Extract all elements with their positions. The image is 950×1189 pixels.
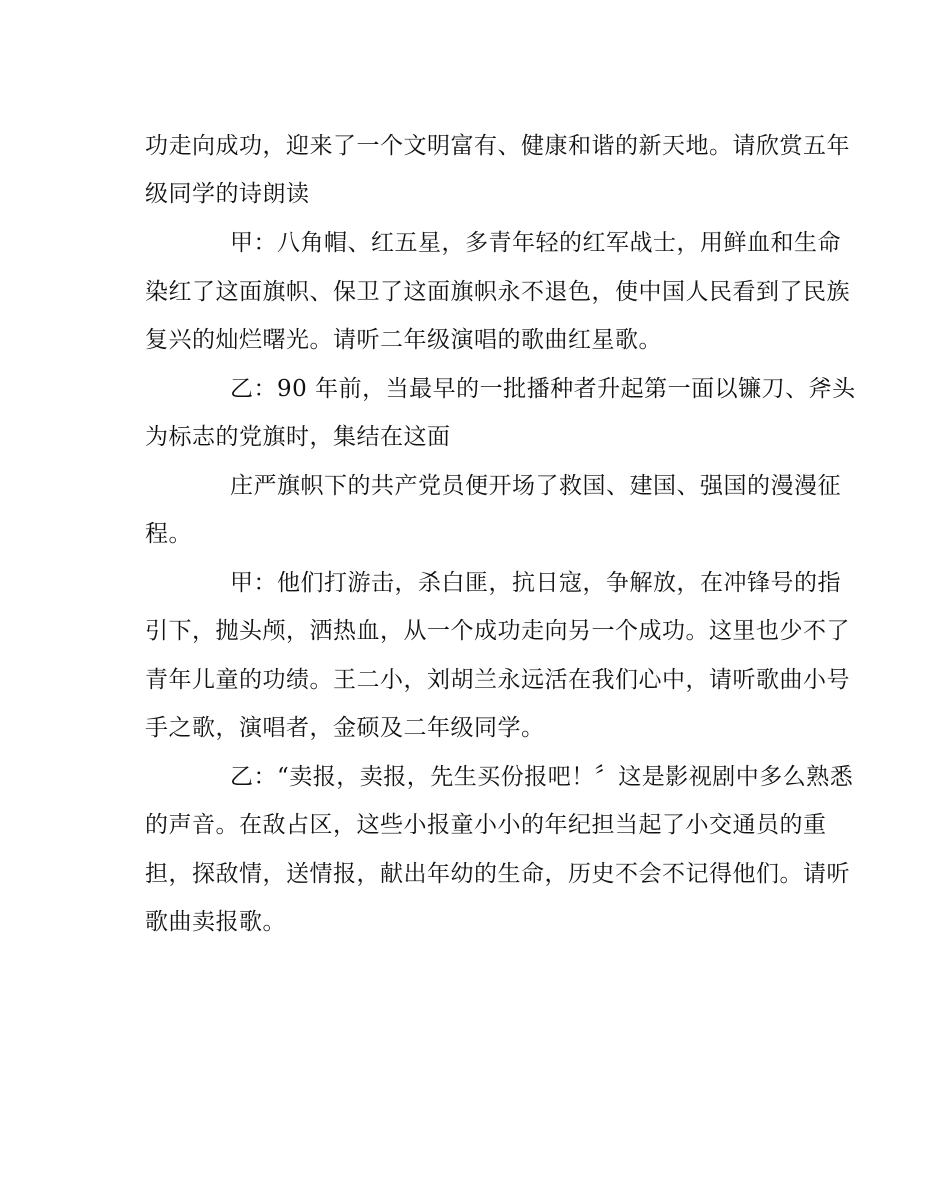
text-line-15: 的声音。在敌占区，这些小报童小小的年纪担当起了小交通员的重: [145, 812, 827, 838]
text-line-2: 级同学的诗朗读: [145, 181, 310, 207]
text-line-4: 染红了这面旗帜、保卫了这面旗帜永不退色，使中国人民看到了民族: [145, 279, 850, 305]
text-line-3: 甲：八角帽、红五星，多青年轻的红军战士，用鲜血和生命: [230, 230, 841, 256]
text-line-13: 手之歌，演唱者，金硕及二年级同学。: [145, 715, 545, 741]
text-line-7: 为标志的党旗时，集结在这面: [145, 424, 451, 450]
text-line-12: 青年儿童的功绩。王二小，刘胡兰永远活在我们心中，请听歌曲小号: [145, 667, 850, 693]
text-line-8: 庄严旗帜下的共产党员便开场了救国、建国、强国的漫漫征: [230, 473, 841, 499]
text-line-6: 乙：90 年前，当最早的一批播种者升起第一面以镰刀、斧头: [230, 376, 856, 402]
text-line-14: 乙：“卖报，卖报，先生买份报吧！〞这是影视剧中多么熟悉: [230, 764, 854, 790]
text-line-16: 担，探敌情，送情报，献出年幼的生命，历史不会不记得他们。请听: [145, 861, 850, 887]
text-line-17: 歌曲卖报歌。: [145, 909, 286, 935]
text-line-1: 功走向成功，迎来了一个文明富有、健康和谐的新天地。请欣赏五年: [145, 133, 850, 159]
text-line-10: 甲：他们打游击，杀白匪，抗日寇，争解放，在冲锋号的指: [230, 570, 841, 596]
text-line-5: 复兴的灿烂曙光。请听二年级演唱的歌曲红星歌。: [145, 327, 662, 353]
text-line-9: 程。: [145, 521, 192, 547]
text-line-11: 引下，抛头颅，洒热血，从一个成功走向另一个成功。这里也少不了: [145, 618, 850, 644]
